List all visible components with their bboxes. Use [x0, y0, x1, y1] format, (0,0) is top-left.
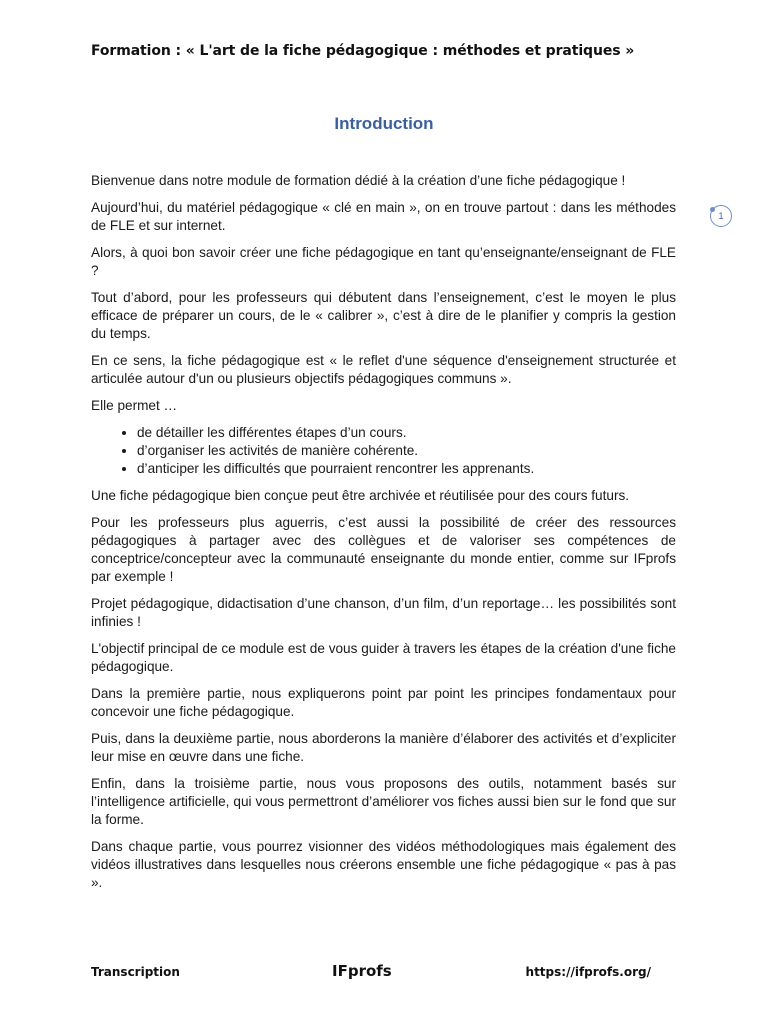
document-body [91, 172, 676, 901]
bullet-item: • d’anticiper les difficultés que pourraient rencontrer les apprenants. [137, 460, 676, 478]
paragraph: L'objectif principal de ce module est de vous guider à travers les étapes de la création d'une fiche pédagogique. [91, 641, 676, 674]
paragraph: Elle permet … [91, 398, 178, 413]
paragraph: Projet pédagogique, didactisation d’une chanson, d’un film, d’un reportage… les possibilités sont infinies ! [91, 596, 676, 629]
bullet-item: • d’organiser les activités de manière cohérente. [137, 442, 676, 460]
section-title: Introduction [334, 114, 434, 133]
paragraph: Aujourd’hui, du matériel pédagogique « clé en main », on en trouve partout : dans les méthodes de FLE et sur internet. [91, 200, 676, 233]
footer-brand: IFprofs [332, 962, 392, 980]
document-header-title: Formation : « L'art de la fiche pédagogique : méthodes et pratiques » [91, 43, 635, 59]
paragraph: Une fiche pédagogique bien conçue peut être archivée et réutilisée pour des cours futurs. [91, 488, 630, 503]
paragraph: Enfin, dans la troisième partie, nous vous proposons des outils, notamment basés sur l’intelligence artificielle, qui vous permettront d’améliorer vos fiches aussi bien sur le fond que sur la forme. [91, 776, 676, 827]
paragraph: Dans la première partie, nous expliquerons point par point les principes fondamentaux pour concevoir une fiche pédagogique. [91, 686, 676, 719]
paragraph: En ce sens, la fiche pédagogique est « le reflet d'une séquence d'enseignement structurée et articulée autour d'un ou plusieurs objectifs pédagogiques communs ». [91, 353, 676, 386]
paragraph: Alors, à quoi bon savoir créer une fiche pédagogique en tant qu’enseignante/enseignant de FLE ? [91, 245, 676, 278]
footer-url: https://ifprofs.org/ [525, 965, 651, 979]
paragraph: Bienvenue dans notre module de formation dédié à la création d’une fiche pédagogique ! [91, 173, 626, 188]
bullet-item: • de détailler les différentes étapes d’un cours. [137, 424, 676, 442]
paragraph: Pour les professeurs plus aguerris, c’est aussi la possibilité de créer des ressources pédagogiques à partager avec des collègues et de valoriser ses compétences de conceptrice/concepteur avec la communauté enseignante du monde entier, comme sur IFprofs par exemple ! [91, 515, 676, 584]
footer-label-transcription: Transcription [91, 965, 180, 979]
page-footer [91, 960, 651, 984]
page-number-badge: 1 [710, 205, 732, 227]
paragraph: Tout d’abord, pour les professeurs qui débutent dans l’enseignement, c’est le moyen le plus efficace de préparer un cours, de le « calibrer », c’est à dire de le planifier y compris la gestion du temps. [91, 290, 676, 341]
bullet-list [91, 424, 676, 478]
paragraph: Puis, dans la deuxième partie, nous aborderons la manière d’élaborer des activités et d’expliciter leur mise en œuvre dans une fiche. [91, 731, 676, 764]
paragraph: Dans chaque partie, vous pourrez visionner des vidéos méthodologiques mais également des vidéos illustratives dans lesquelles nous créerons ensemble une fiche pédagogique « pas à pas ». [91, 839, 676, 890]
